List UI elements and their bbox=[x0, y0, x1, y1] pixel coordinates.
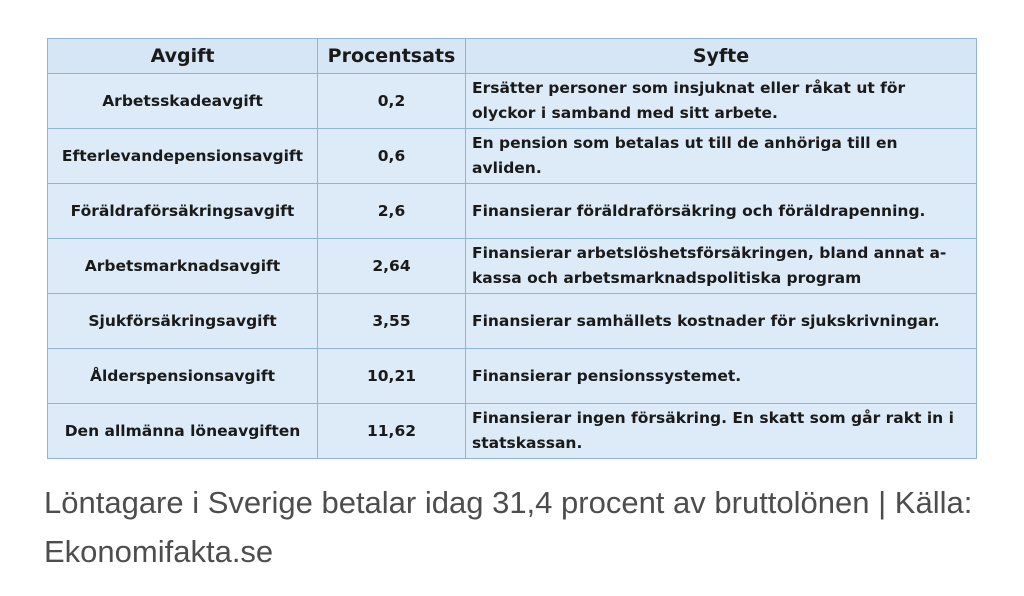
table-row bbox=[48, 349, 977, 404]
fee-rate: 10,21 bbox=[318, 349, 466, 404]
header-rate: Procentsats bbox=[318, 39, 466, 74]
fee-purpose: Ersätter personer som insjuknat eller råkat ut för olyckor i samband med sitt arbete. bbox=[466, 74, 977, 129]
table-row bbox=[48, 129, 977, 184]
fee-name: Den allmänna löneavgiften bbox=[48, 404, 318, 459]
fee-name: Föräldraförsäkringsavgift bbox=[48, 184, 318, 239]
table-row bbox=[48, 239, 977, 294]
fee-rate: 2,6 bbox=[318, 184, 466, 239]
header-fee: Avgift bbox=[48, 39, 318, 74]
fee-rate: 0,6 bbox=[318, 129, 466, 184]
fee-purpose: En pension som betalas ut till de anhöriga till en avliden. bbox=[466, 129, 977, 184]
fee-name: Arbetsmarknadsavgift bbox=[48, 239, 318, 294]
fee-rate: 11,62 bbox=[318, 404, 466, 459]
fee-rate: 0,2 bbox=[318, 74, 466, 129]
table-row bbox=[48, 74, 977, 129]
table-header-row bbox=[48, 39, 977, 74]
fee-table bbox=[47, 38, 977, 459]
image-caption: Löntagare i Sverige betalar idag 31,4 procent av bruttolönen | Källa: Ekonomifakta.se bbox=[44, 485, 973, 569]
table-row bbox=[48, 184, 977, 239]
fee-purpose: Finansierar arbetslöshetsförsäkringen, bland annat a-kassa och arbetsmarknadspolitiska program bbox=[466, 239, 977, 294]
fee-rate: 3,55 bbox=[318, 294, 466, 349]
fee-purpose: Finansierar föräldraförsäkring och föräldrapenning. bbox=[466, 184, 977, 239]
fee-name: Efterlevandepensionsavgift bbox=[48, 129, 318, 184]
fee-rate: 2,64 bbox=[318, 239, 466, 294]
fee-purpose: Finansierar pensionssystemet. bbox=[466, 349, 977, 404]
fee-purpose: Finansierar samhällets kostnader för sjukskrivningar. bbox=[466, 294, 977, 349]
fee-name: Arbetsskadeavgift bbox=[48, 74, 318, 129]
table-row bbox=[48, 294, 977, 349]
fee-name: Sjukförsäkringsavgift bbox=[48, 294, 318, 349]
fee-name: Ålderspensionsavgift bbox=[48, 349, 318, 404]
fee-purpose: Finansierar ingen försäkring. En skatt som går rakt in i statskassan. bbox=[466, 404, 977, 459]
header-purpose: Syfte bbox=[466, 39, 977, 74]
table-row bbox=[48, 404, 977, 459]
